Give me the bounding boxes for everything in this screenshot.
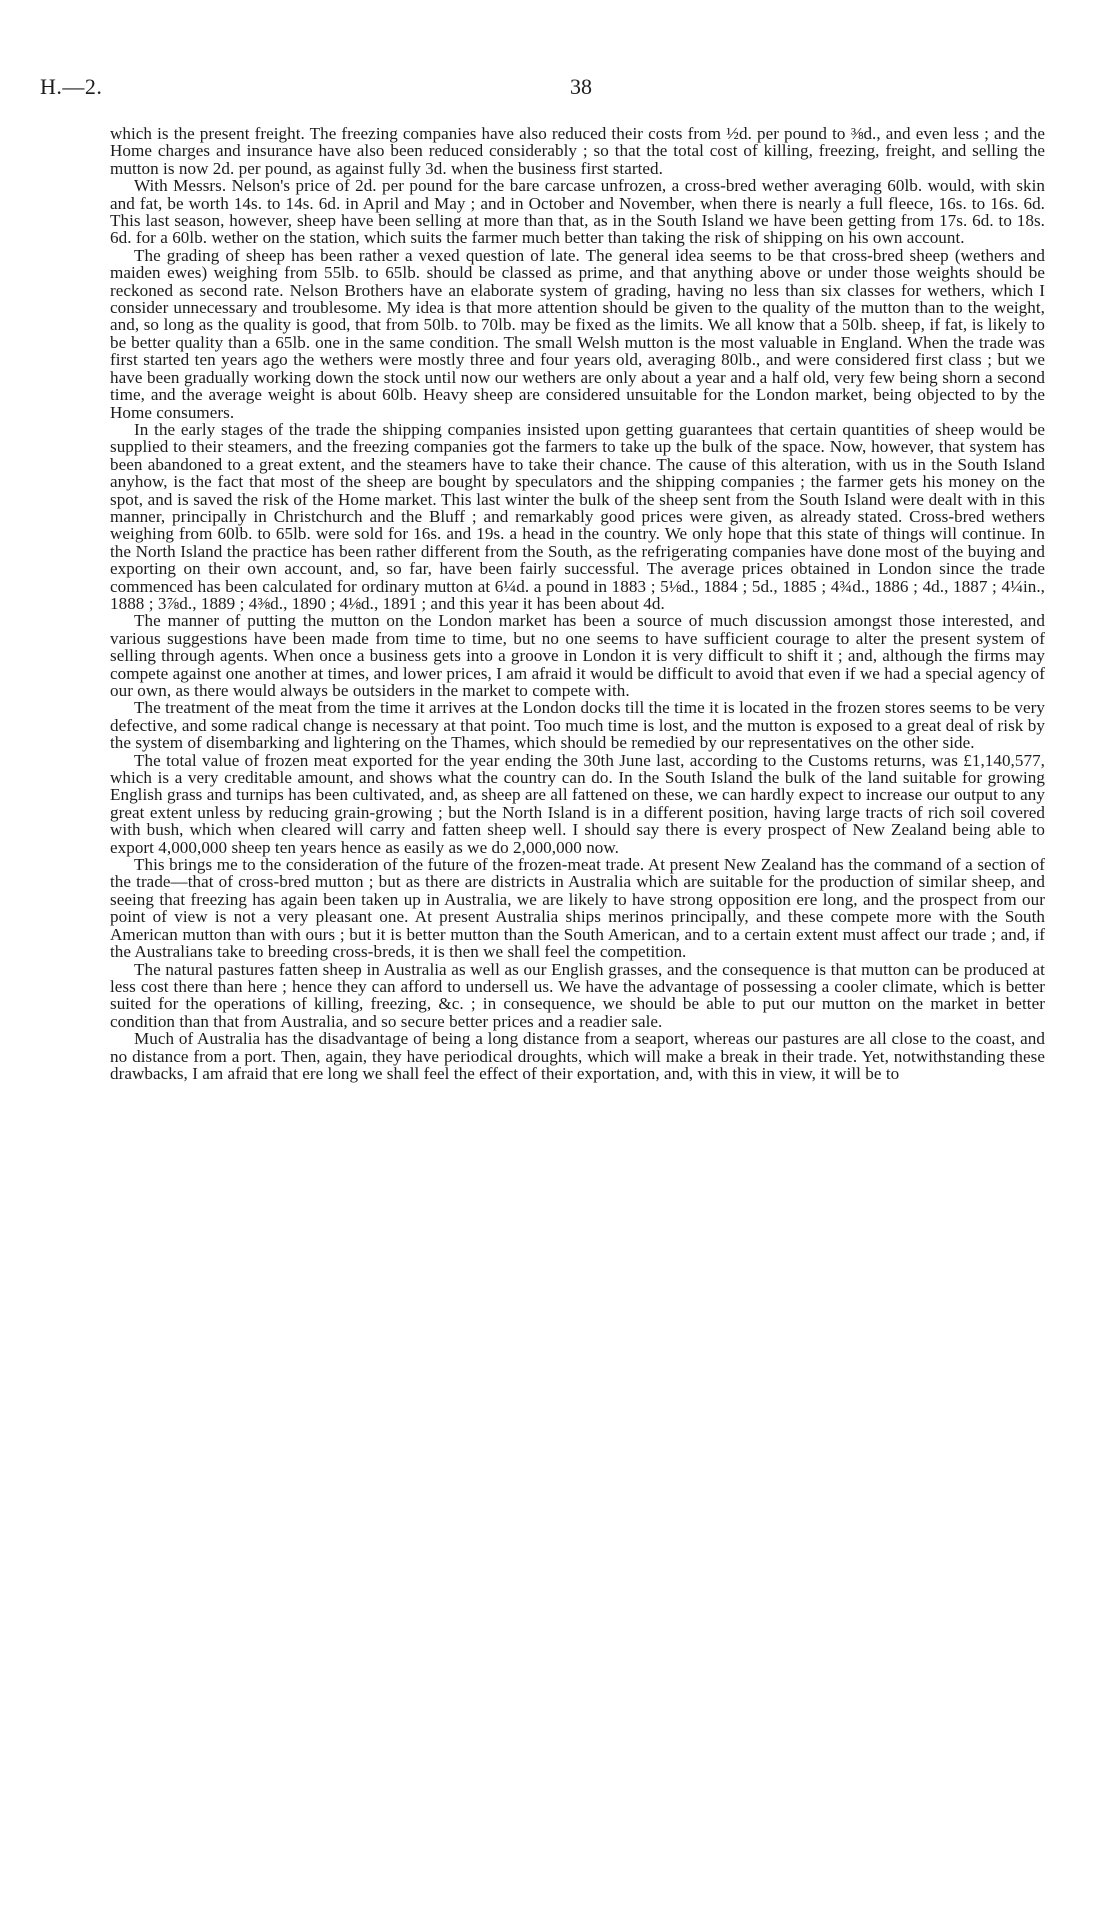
paragraph-grading: The grading of sheep has been rather a vexed question of late. The general idea seems to be that cross-bred sheep (wethers and maiden ewes) weighing from 55lb. to 65lb. should be classed as prime, and that anything above or under those weights should be reckoned as second rate. Nelson Brothers have an elaborate system of grading, having no less than six classes for wethers, which I consider unnecessary and troublesome. My idea is that more attention should be given to the quality of the mutton than to the weight, and, so long as the quality is good, that from 50lb. to 70lb. may be fixed as the limits. We all know that a 50lb. sheep, if fat, is likely to be better quality than a 65lb. one in the same condition. The small Welsh mutton is the most valuable in England. When the trade was first started ten years ago the wethers were mostly three and four years old, averaging 80lb., and were considered first class ; but we have been gradually working down the stock until now our wethers are only about a year and a half old, very few being shorn a second time, and the average weight is about 60lb. Heavy sheep are considered unsuitable for the London market, being objected to by the Home consumers. — [110, 245, 1045, 422]
paragraph-treatment: The treatment of the meat from the time it arrives at the London docks till the time it is located in the frozen stores seems to be very defective, and some radical change is necessary at that point. Too much time is lost, and the mutton is exposed to a great deal of risk by the system of disembarking and lightering on the Thames, which should be remedied by our representatives on the other side. — [110, 698, 1045, 753]
page-number: 38 — [570, 74, 592, 99]
paragraph-nelson-price: With Messrs. Nelson's price of 2d. per pound for the bare carcase unfrozen, a cross-bred wether averaging 60lb. would, with skin and fat, be worth 14s. to 14s. 6d. in April and May ; and in October and November, when there is nearly a full fleece, 16s. to 16s. 6d. This last season, however, sheep have been selling at more than that, as in the South Island we have been getting from 17s. 6d. to 18s. 6d. for a 60lb. wether on the station, which suits the farmer much better than taking the risk of shipping on his own account. — [110, 176, 1045, 248]
paragraph-shipping: In the early stages of the trade the shipping companies insisted upon getting guarantees that certain quantities of sheep would be supplied to their steamers, and the freezing companies got the farmers to take up the bulk of the space. Now, however, that system has been abandoned to a great extent, and the steamers have to take their chance. The cause of this alteration, with us in the South Island anyhow, is the fact that most of the sheep are bought by speculators and the shipping companies ; the farmer gets his money on the spot, and is saved the risk of the Home market. This last winter the bulk of the sheep sent from the South Island were dealt with in this manner, principally in Christchurch and the Bluff ; and remarkably good prices were given, as already stated. Cross-bred wethers weighing from 60lb. to 65lb. were sold for 16s. and 19s. a head in the country. We only hope that this state of things will continue. In the North Island the practice has been rather different from the South, as the refrigerating companies have done most of the buying and exporting on their own account, and, so far, have been fairly successful. The average prices obtained in London since the trade commenced has been calculated for ordinary mutton at 6¼d. a pound in 1883 ; 5⅛d., 1884 ; 5d., 1885 ; 4¾d., 1886 ; 4d., 1887 ; 4¼in., 1888 ; 3⅞d., 1889 ; 4⅜d., 1890 ; 4⅛d., 1891 ; and this year it has been about 4d. — [110, 419, 1045, 613]
paragraph-pastures: The natural pastures fatten sheep in Australia as well as our English grasses, and the consequence is that mutton can be produced at less cost there than here ; hence they can afford to undersell us. We have the advantage of possessing a cooler climate, which is better suited for the operations of killing, freezing, &c. ; in consequence, we should be able to put our mutton on the market in better condition than that from Australia, and so secure better prices and a readier sale. — [110, 959, 1045, 1031]
paragraph-future: This brings me to the consideration of the future of the frozen-meat trade. At present New Zealand has the command of a section of the trade—that of cross-bred mutton ; but as there are districts in Australia which are suitable for the production of similar sheep, and seeing that freezing has again been taken up in Australia, we are likely to have strong opposition ere long, and the prospect from our point of view is not a very pleasant one. At present Australia ships merinos principally, and these compete more with the South American mutton than with ours ; but it is better mutton than the South American, and to a certain extent must affect our trade ; and, if the Australians take to breeding cross-breds, it is then we shall feel the competition. — [110, 855, 1045, 962]
body-text — [110, 125, 1045, 1082]
paragraph-continuation: which is the present freight. The freezing companies have also reduced their costs from ½d. per pound to ⅜d., and even less ; and the Home charges and insurance have also been reduced considerably ; so that the total cost of killing, freezing, freight, and selling the mutton is now 2d. per pound, as against fully 3d. when the business first started. — [110, 124, 1045, 178]
page-header — [40, 74, 1045, 104]
paragraph-london-market: The manner of putting the mutton on the London market has been a source of much discussion amongst those interested, and various suggestions have been made from time to time, but no one seems to have sufficient courage to alter the present system of selling through agents. When once a business gets into a groove in London it is very difficult to shift it ; and, although the firms may compete against one another at times, and lower prices, I am afraid it would be difficult to avoid that even if we had a special agency of our own, as there would always be outsiders in the market to compete with. — [110, 611, 1045, 700]
document-reference: H.—2. — [40, 74, 103, 99]
paragraph-australia: Much of Australia has the disadvantage of being a long distance from a seaport, whereas our pastures are all close to the coast, and no distance from a port. Then, again, they have periodical droughts, which will make a break in their trade. Yet, notwithstanding these drawbacks, I am afraid that ere long we shall feel the effect of their exportation, and, with this in view, it will be to — [110, 1029, 1045, 1083]
paragraph-total-value: The total value of frozen meat exported for the year ending the 30th June last, according to the Customs returns, was £1,140,577, which is a very creditable amount, and shows what the country can do. In the South Island the bulk of the land suitable for growing English grass and turnips has been cultivated, and, as sheep are all fattened on these, we can hardly expect to increase our output to any great extent unless by reducing grain-growing ; but the North Island is in a different position, having large tracts of rich soil covered with bush, which when cleared will carry and fatten sheep well. I should say there is every prospect of New Zealand being able to export 4,000,000 sheep ten years hence as easily as we do 2,000,000 now. — [110, 750, 1045, 857]
